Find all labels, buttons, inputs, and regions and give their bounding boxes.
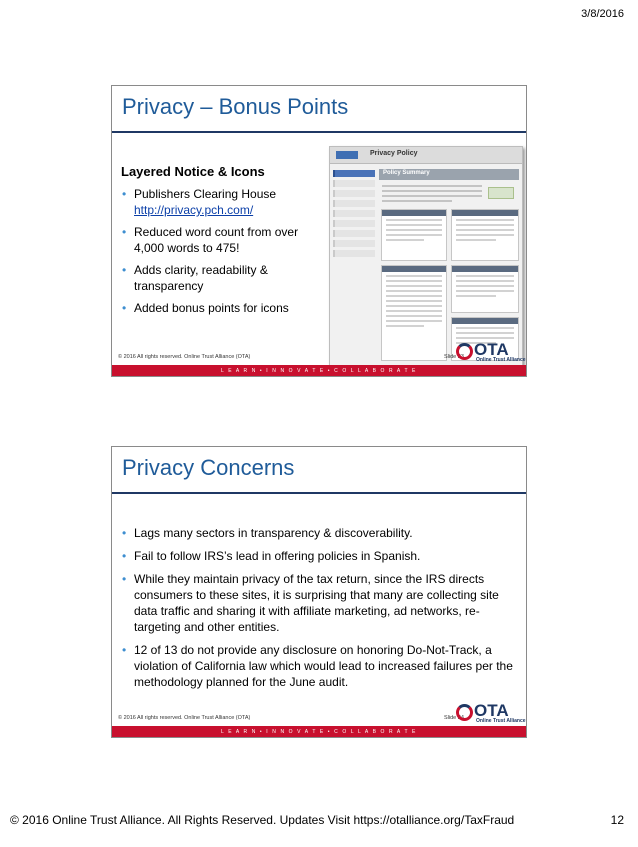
list-item [121, 186, 326, 218]
band-text: L E A R N • I N N O V A T E • C O L L A B O R A T E [221, 367, 417, 374]
ota-logo [456, 701, 526, 725]
screenshot-badge-icon [488, 187, 514, 199]
title-divider [112, 131, 526, 133]
ota-logo-word: OTA [474, 340, 509, 359]
bullet-text: 12 of 13 do not provide any disclosure on honoring Do-Not-Track, a violation of California law which would lead to increased failures per the methodology planned for the June audit. [134, 643, 513, 689]
band-text: L E A R N • I N N O V A T E • C O L L A B O R A T E [221, 728, 417, 735]
list-item [122, 642, 520, 690]
list-item [122, 525, 520, 541]
screenshot-header [330, 147, 522, 164]
screenshot-summary-title: Policy Summary [383, 170, 430, 176]
page-number: 12 [610, 813, 624, 827]
bullet-text: Adds clarity, readability & transparency [134, 263, 268, 293]
list-item [122, 571, 520, 635]
list-item [121, 224, 326, 256]
bullet-list [121, 186, 326, 322]
screenshot-side-nav [333, 170, 375, 260]
slide-title: Privacy – Bonus Points [122, 94, 349, 119]
bullet-text: While they maintain privacy of the tax return, since the IRS directs consumers to these sites, it is surprising that many are collecting site data traffic and sharing it with affiliate marketing, ad networks, re-targeting and other entities. [134, 572, 499, 634]
slide-footer-band [112, 726, 526, 737]
screenshot-info-box [381, 209, 447, 261]
bullet-text: Reduced word count from over 4,000 words to 475! [134, 225, 299, 255]
bullet-list [122, 525, 520, 697]
list-item [122, 548, 520, 564]
slide-copyright: © 2016 All rights reserved. Online Trust Alliance (OTA) [118, 354, 251, 360]
screenshot-info-box [451, 265, 519, 313]
screenshot-header-title: Privacy Policy [370, 150, 418, 157]
page-footer: © 2016 Online Trust Alliance. All Rights Reserved. Updates Visit https://otalliance.org/TaxFraud [10, 813, 515, 827]
ota-logo-tagline: Online Trust Alliance [476, 357, 526, 363]
screenshot-info-box [451, 209, 519, 261]
bullet-text: Added bonus points for icons [134, 301, 289, 315]
bullet-text: Publishers Clearing House [134, 187, 277, 201]
title-divider [112, 492, 526, 494]
slide-23 [111, 85, 527, 377]
ota-logo-tagline: Online Trust Alliance [476, 718, 526, 724]
ota-globe-icon [456, 343, 473, 360]
screenshot-intro-text [382, 185, 482, 205]
ota-globe-icon [456, 704, 473, 721]
screenshot-summary-header [379, 169, 519, 180]
ota-logo [456, 340, 526, 364]
screenshot-info-box [381, 265, 447, 361]
list-item [121, 300, 326, 316]
bullet-text: Fail to follow IRS’s lead in offering policies in Spanish. [134, 549, 421, 563]
slide-copyright: © 2016 All rights reserved. Online Trust Alliance (OTA) [118, 715, 251, 721]
slide-title: Privacy Concerns [122, 455, 295, 480]
list-item [121, 262, 326, 294]
slide-footer-band [112, 365, 526, 376]
page-date: 3/8/2016 [581, 8, 624, 20]
pch-logo-icon [336, 151, 358, 159]
bullet-text: Lags many sectors in transparency & discoverability. [134, 526, 413, 540]
pch-privacy-policy-screenshot [329, 146, 523, 366]
slide-subheading: Layered Notice & Icons [121, 164, 265, 179]
slide-number: Slide 24 [444, 715, 464, 721]
slide-24 [111, 446, 527, 738]
ota-logo-word: OTA [474, 701, 509, 720]
slide-number: Slide 23 [444, 354, 464, 360]
pch-privacy-link[interactable]: http://privacy.pch.com/ [134, 203, 254, 217]
